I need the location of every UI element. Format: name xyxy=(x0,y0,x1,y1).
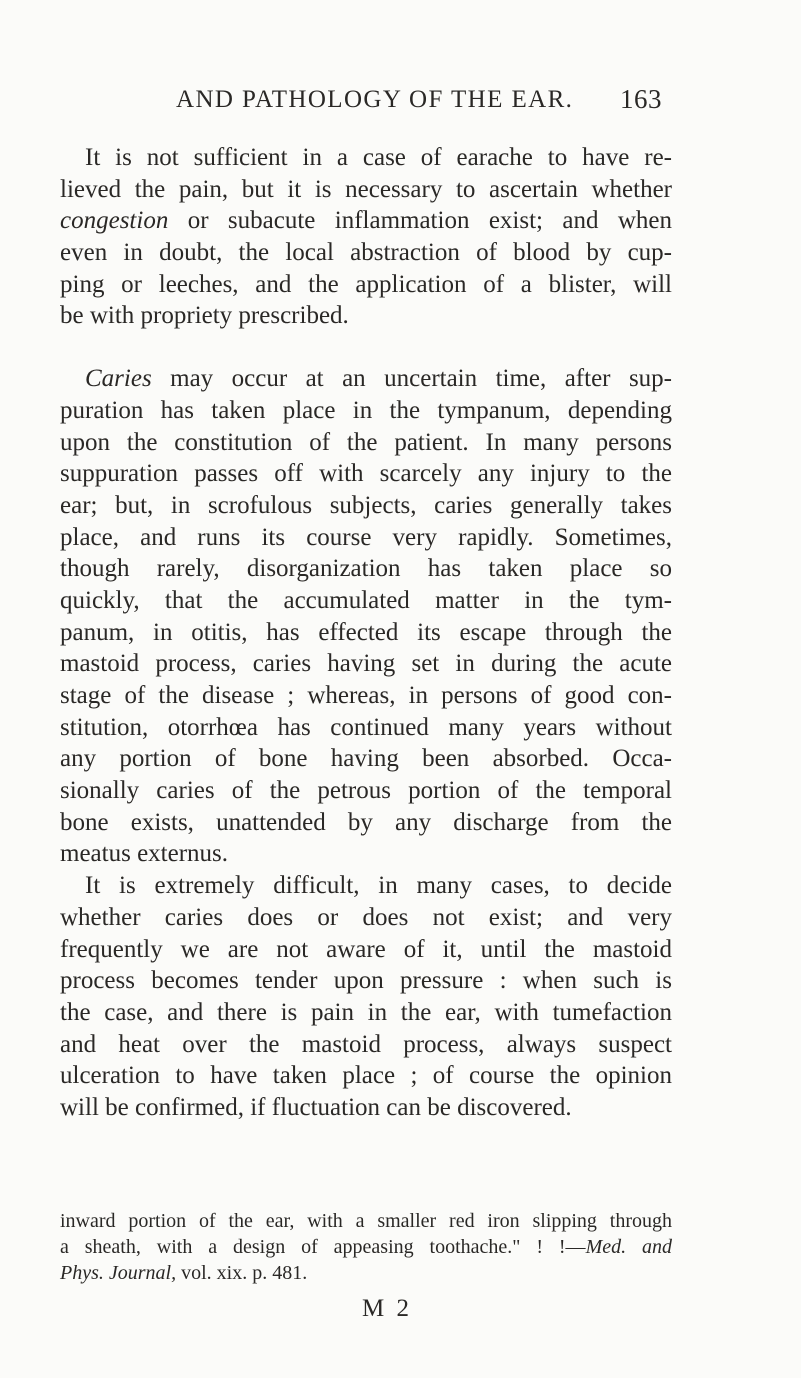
text-line: suppuration passes off with scarcely any injury to the xyxy=(60,460,672,488)
text-line: panum, in otitis, has effected its escape through the xyxy=(60,618,672,646)
text-line: sionally caries of the petrous portion of the temporal xyxy=(60,777,672,805)
emphasis-term: Caries xyxy=(85,365,152,393)
text-line: quickly, that the accumulated matter in the tym- xyxy=(60,586,672,614)
text-line: It is extremely difficult, in many cases, to decide xyxy=(85,872,672,900)
footnote-line: a sheath, with a design of appeasing toothache." ! !—Med. and xyxy=(60,1236,672,1258)
body-text xyxy=(60,142,672,1124)
text-line: any portion of bone having been absorbed. Occa- xyxy=(60,745,672,773)
text-line: frequently we are not aware of it, until the mastoid xyxy=(60,935,672,963)
text-line: stage of the disease ; whereas, in persons of good con- xyxy=(60,682,672,709)
signature-mark: M 2 xyxy=(362,1295,412,1322)
text-line: It is not sufficient in a case of earache to have re- xyxy=(85,144,672,171)
text-line: upon the constitution of the patient. In many persons xyxy=(60,428,672,456)
text-line: congestion or subacute inflammation exist; and when xyxy=(60,207,672,235)
running-title: AND PATHOLOGY OF THE EAR. xyxy=(176,86,574,113)
text-line: ear; but, in scrofulous subjects, caries generally takes xyxy=(60,491,672,519)
text-line: though rarely, disorganization has taken place so xyxy=(60,555,672,583)
text-line: the case, and there is pain in the ear, with tumefaction xyxy=(60,998,672,1026)
text-line: even in doubt, the local abstraction of blood by cup- xyxy=(60,239,672,267)
text-line: and heat over the mastoid process, always suspect xyxy=(60,1030,672,1058)
text-line: process becomes tender upon pressure : when such is xyxy=(60,967,672,995)
text-line: meatus externus. xyxy=(60,840,229,868)
text-line: be with propriety prescribed. xyxy=(60,302,349,330)
text-line: bone exists, unattended by any discharge from the xyxy=(60,808,672,836)
text-line: will be confirmed, if fluctuation can be discovered. xyxy=(60,1093,572,1121)
text-line: lieved the pain, but it is necessary to ascertain whether xyxy=(60,175,672,203)
text-line: ping or leeches, and the application of a blister, will xyxy=(60,270,672,298)
text-line: ulceration to have taken place ; of course the opinion xyxy=(60,1062,672,1090)
text-line: puration has taken place in the tympanum, depending xyxy=(60,396,672,424)
footnote-line: Phys. Journal, vol. xix. p. 481. xyxy=(60,1262,308,1284)
text-line: Caries may occur at an uncertain time, after sup- xyxy=(85,365,672,393)
text-line: mastoid process, caries having set in during the acute xyxy=(60,650,672,678)
emphasis-term: congestion xyxy=(60,207,169,235)
text-line: whether caries does or does not exist; and very xyxy=(60,903,672,931)
text-line: place, and runs its course very rapidly. Sometimes, xyxy=(60,523,672,551)
text-line: stitution, otorrhœa has continued many years without xyxy=(60,713,672,741)
citation-title: Phys. Journal, xyxy=(60,1262,177,1284)
citation-title: Med. and xyxy=(585,1236,672,1258)
page-number: 163 xyxy=(620,84,662,114)
footnote xyxy=(60,1208,672,1286)
footnote-line: inward portion of the ear, with a smaller red iron slipping through xyxy=(60,1210,672,1232)
